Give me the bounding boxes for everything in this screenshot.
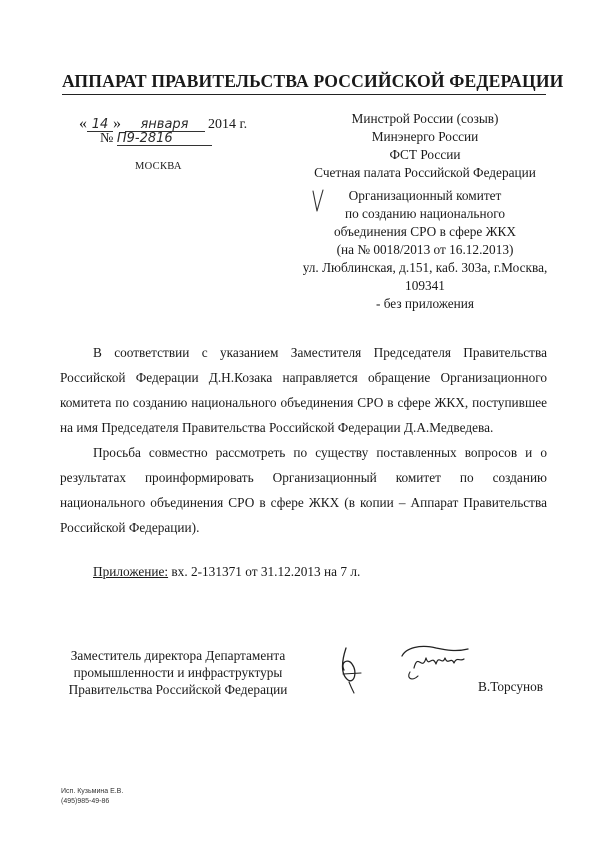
signer-title xyxy=(58,647,298,698)
number-prefix: № xyxy=(100,131,114,146)
number-value: П9-2816 xyxy=(117,132,212,146)
heading-rule xyxy=(62,94,546,95)
recipient-line: 109341 xyxy=(405,278,445,293)
body-paragraph: В соответствии с указанием Заместителя Председателя Правительства Российской Федерации Д.Н.Козака направляется обращение Организационного комитета по созданию национального объединения СРО в сфере ЖКХ, поступившее на имя Председателя Правительства Российской Федерации Д.А.Медведева. xyxy=(60,345,547,435)
recipient-line: ФСТ России xyxy=(389,147,461,162)
date-day: 14 xyxy=(87,118,113,132)
recipient-line: Минэнерго России xyxy=(371,129,479,144)
executor-name: Исп. Кузьмина Е.В. xyxy=(61,788,124,795)
recipient-line: Организационный комитет xyxy=(348,188,502,203)
signer-title-line: промышленности и инфраструктуры xyxy=(73,665,283,680)
recipients-block xyxy=(290,110,560,313)
date-year: 2014 г. xyxy=(208,117,248,132)
city: МОСКВА xyxy=(135,161,182,172)
attachment-label: Приложение: xyxy=(93,564,169,579)
recipient-line: объединения СРО в сфере ЖКХ xyxy=(333,224,517,239)
recipient-line: по созданию национального xyxy=(344,206,506,221)
handwritten-signature xyxy=(332,638,492,694)
date-close-quote: » xyxy=(113,115,121,132)
attachment-line xyxy=(93,564,360,580)
date-open-quote: « xyxy=(79,115,87,132)
date-month: января xyxy=(125,118,205,132)
recipient-line: Минстрой России (созыв) xyxy=(351,111,499,126)
organization-heading: АППАРАТ ПРАВИТЕЛЬСТВА РОССИЙСКОЙ ФЕДЕРАЦИИ xyxy=(62,71,564,91)
recipient-line: Счетная палата Российской Федерации xyxy=(314,165,536,180)
recipient-line: - без приложения xyxy=(375,296,475,311)
body-paragraph: Просьба совместно рассмотреть по существу поставленных вопросов и о результатах проинформировать Организационный комитет по созданию национального объединения СРО в сфере ЖКХ (в копии – Аппарат Правительства Российской Федерации). xyxy=(60,445,547,535)
letter-body xyxy=(60,340,547,540)
signer-title-line: Заместитель директора Департамента xyxy=(70,648,286,663)
recipient-line: ул. Люблинская, д.151, каб. 303а, г.Москва, xyxy=(302,260,548,275)
recipient-line: (на № 0018/2013 от 16.12.2013) xyxy=(336,242,514,257)
attachment-text: вх. 2-131371 от 31.12.2013 на 7 л. xyxy=(168,564,361,579)
signer-name: В.Торсунов xyxy=(478,679,544,694)
checkmark-icon xyxy=(311,188,325,214)
executor-phone: (495)985-49-86 xyxy=(61,798,110,805)
executor-block xyxy=(61,787,123,807)
letter-number xyxy=(100,131,212,147)
signer-title-line: Правительства Российской Федерации xyxy=(68,682,288,697)
